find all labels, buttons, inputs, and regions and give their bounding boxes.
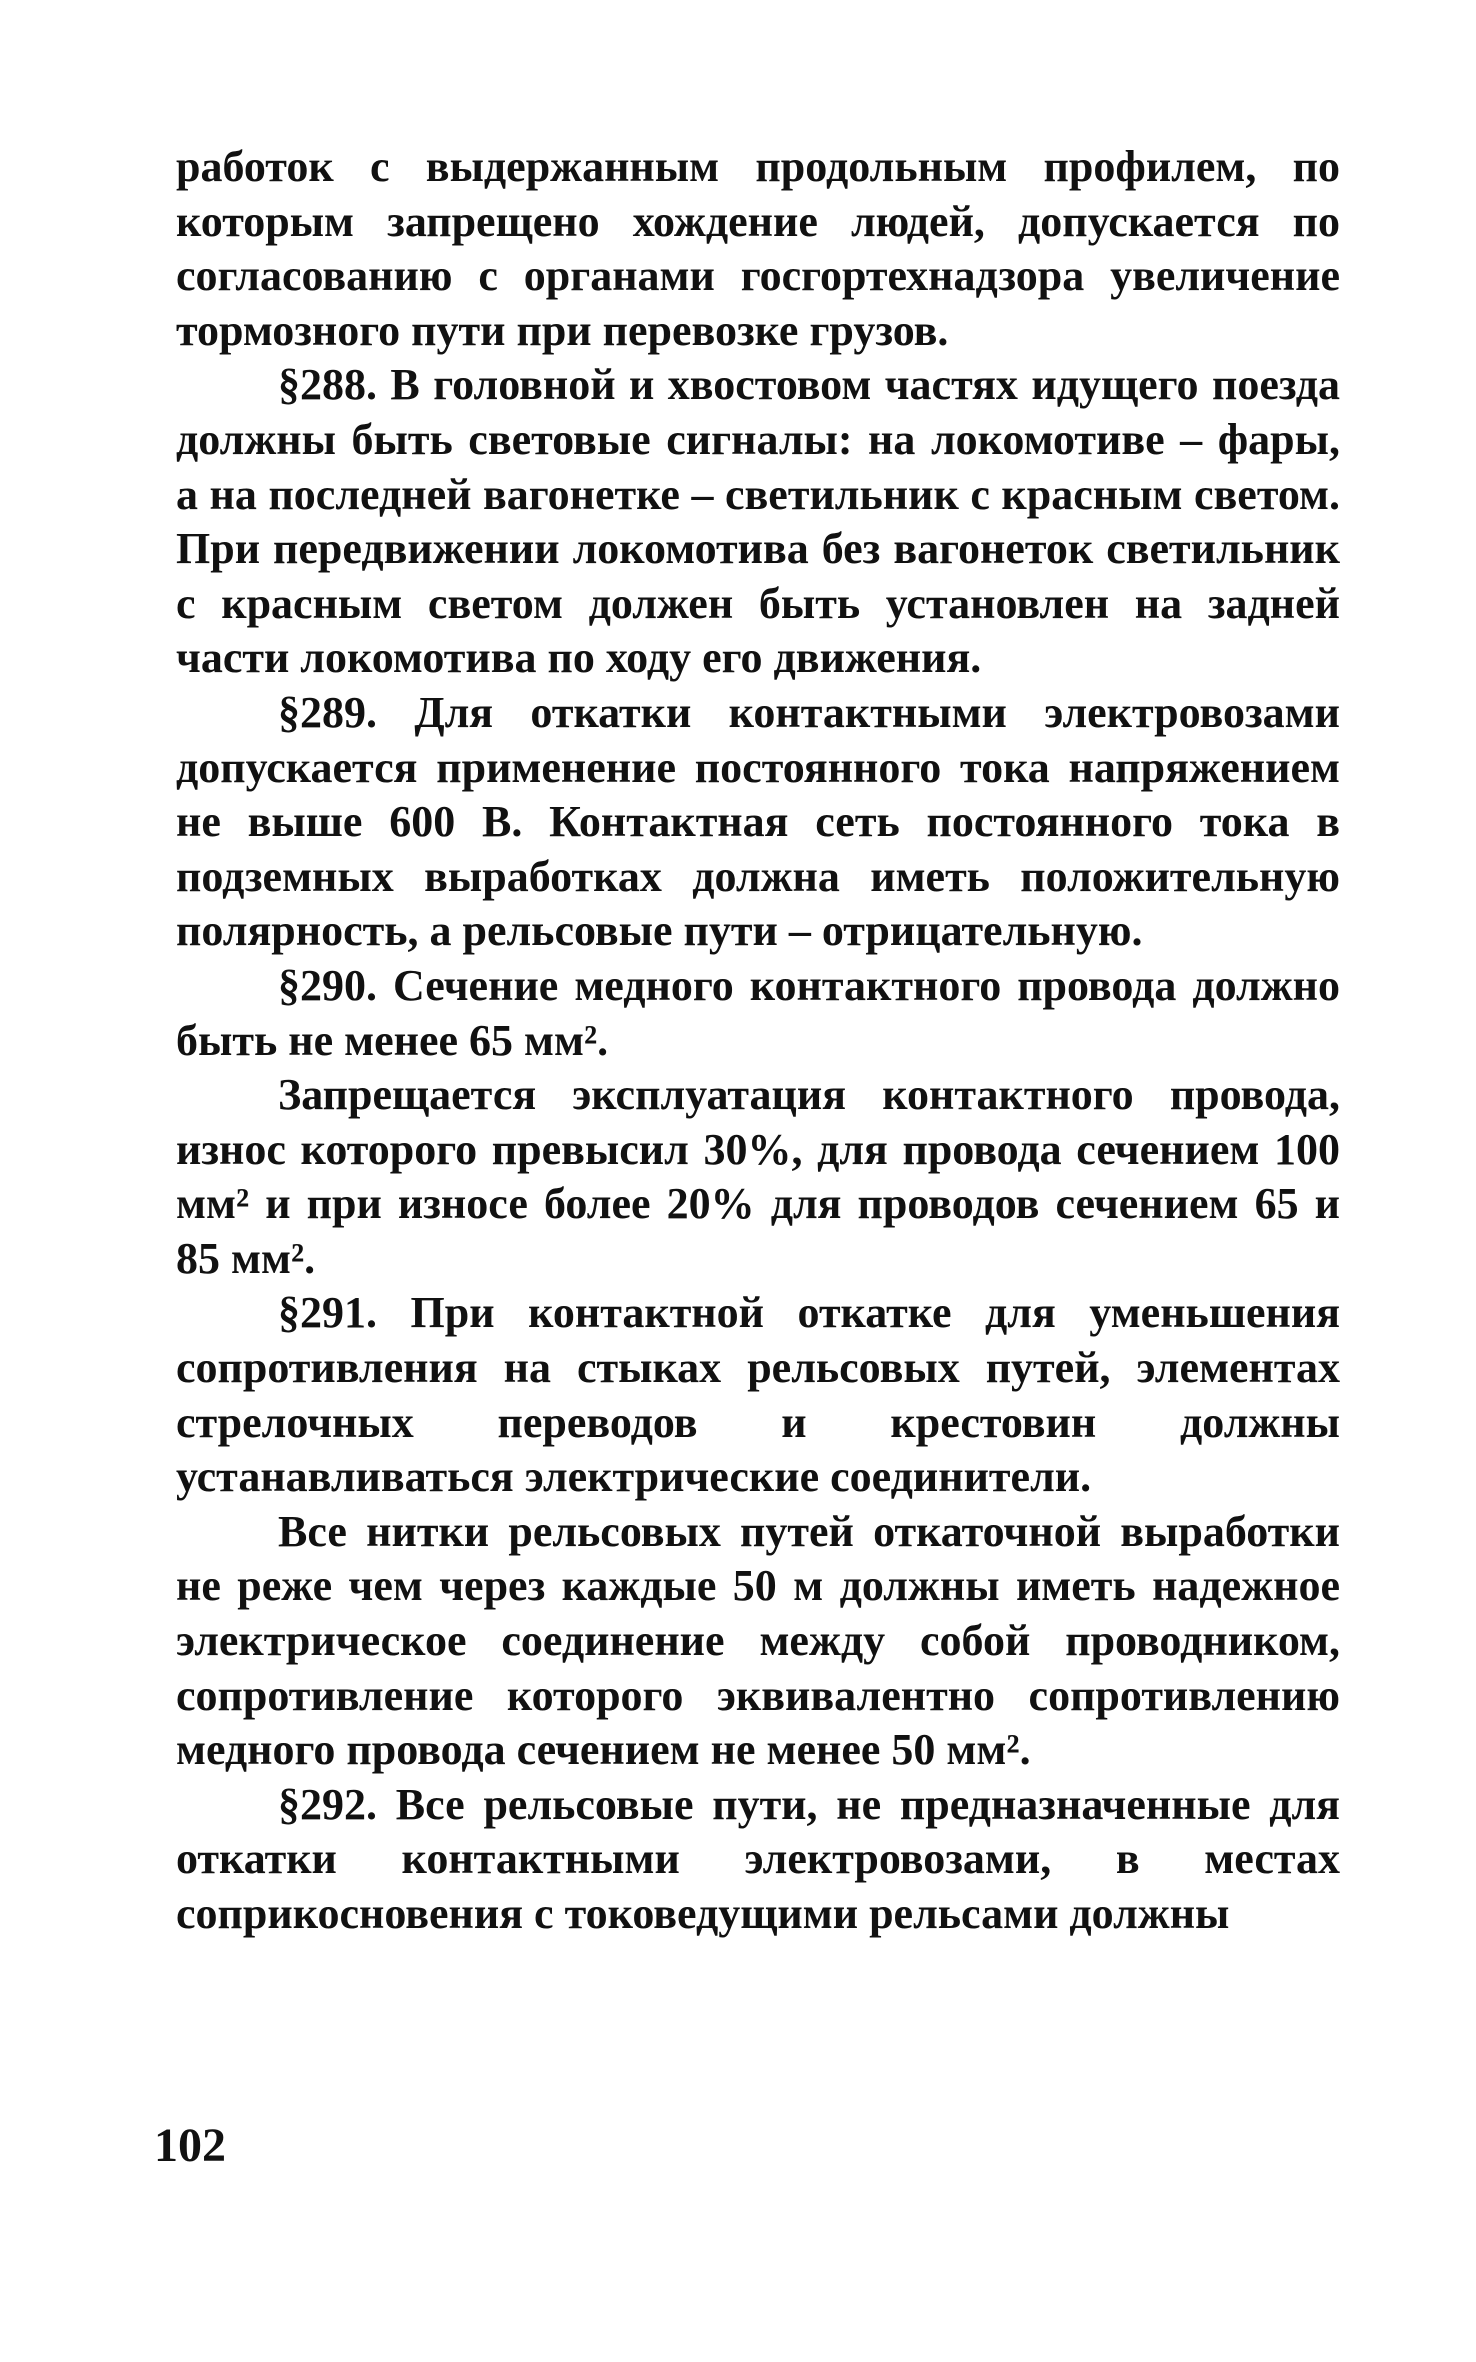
- paragraph-291: §291. При контактной откатке для уменьшения сопротивления на стыках рельсовых путей, элементах стрелочных переводов и крестовин должны устанавливаться электрические соединители.: [176, 1288, 1340, 1502]
- paragraph-292: §292. Все рельсовые пути, не предназначенные для откатки контактными электровозами, в местах соприкосновения с токоведущими рельсами должны: [176, 1779, 1340, 1938]
- paragraph-289: §289. Для откатки контактными электровозами допускается применение постоянного тока напряжением не выше 600 В. Контактная сеть постоянного тока в подземных выработках должна иметь положительную полярность, а рельсовые пути – отрицательную.: [176, 687, 1340, 956]
- paragraph-290: §290. Сечение медного контактного провода должно быть не менее 65 мм².: [176, 960, 1340, 1065]
- paragraph-288: §288. В головной и хвостовом частях идущего поезда должны быть световые сигналы: на локомотиве – фары, а на последней вагонетке – светильник с красным светом. При передвижении локомотива без вагонеток светильник с красным светом должен быть установлен на задней части локомотива по ходу его движения.: [176, 360, 1340, 683]
- paragraph-continued: работок с выдержанным продольным профилем, по которым запрещено хождение людей, допускается по согласованию с органами госгортехнадзора увеличение тормозного пути при перевозке грузов.: [176, 142, 1340, 355]
- page-number: 102: [154, 2119, 226, 2172]
- paragraph-291-cont: Все нитки рельсовых путей откаточной выработки не реже чем через каждые 50 м должны иметь надежное электрическое соединение между собой проводником, сопротивление которого эквивалентно сопротивлению медного провода сечением не менее 50 мм².: [176, 1506, 1340, 1775]
- paragraph-290-cont: Запрещается эксплуатация контактного провода, износ которого превысил 30%, для провода сечением 100 мм² и при износе более 20% для проводов сечением 65 и 85 мм².: [176, 1070, 1340, 1283]
- body-text: [176, 140, 1340, 1942]
